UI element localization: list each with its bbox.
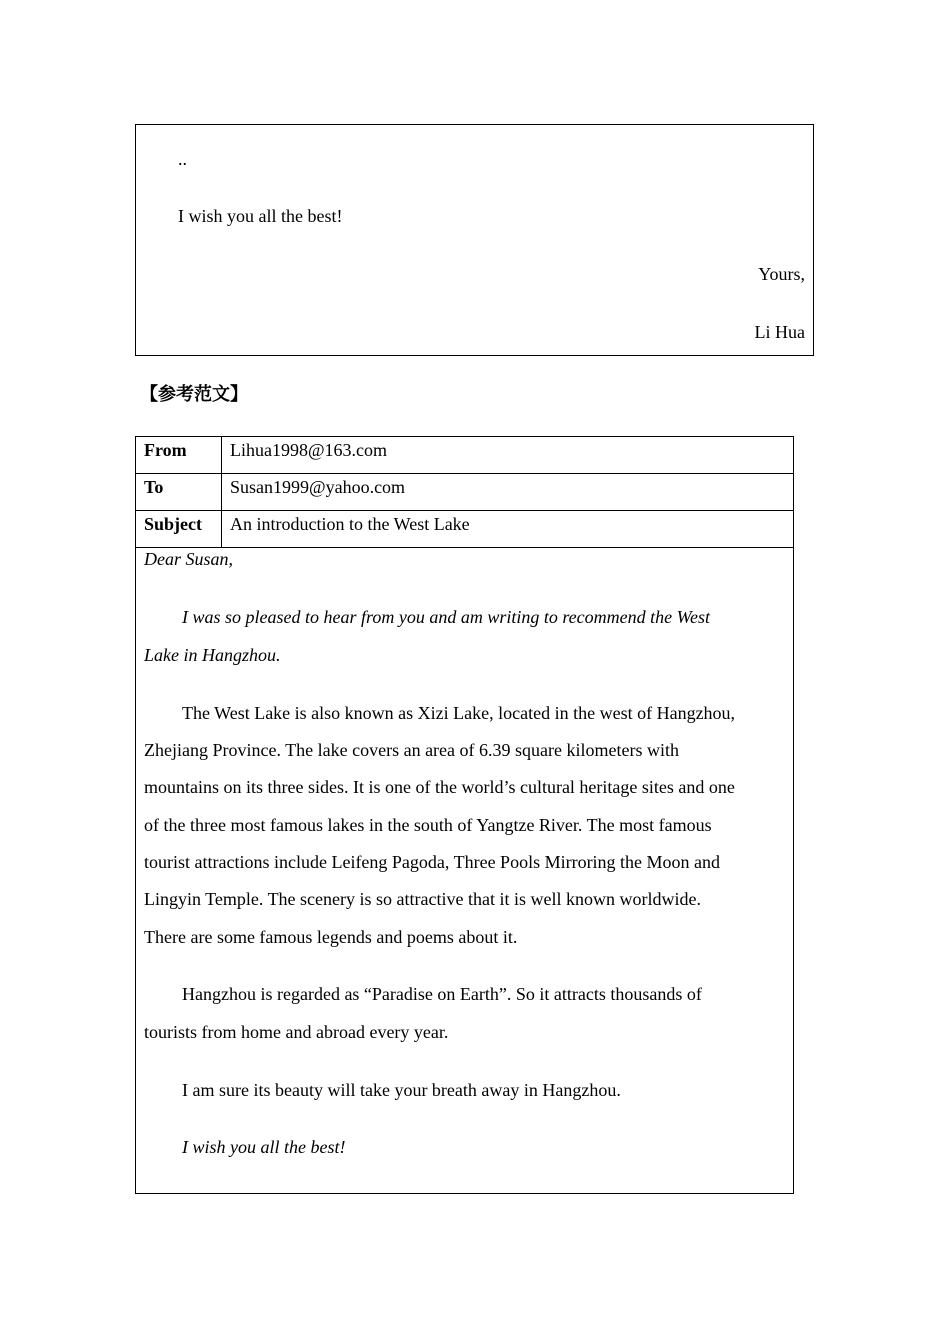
closing-text: Yours,	[758, 264, 805, 284]
body-line: tourists from home and abroad every year.	[144, 1022, 449, 1042]
from-row	[136, 437, 793, 474]
to-row	[136, 474, 793, 511]
subject-row	[136, 511, 793, 548]
body-line: There are some famous legends and poems about it.	[144, 927, 518, 947]
letter-ending-box	[135, 124, 814, 356]
body-line: of the three most famous lakes in the south of Yangtze River. The most famous	[144, 815, 712, 835]
reference-essay-heading: 【参考范文】	[140, 384, 248, 405]
body-line: I was so pleased to hear from you and am writing to recommend the West	[182, 607, 710, 627]
from-label: From	[144, 440, 187, 460]
signature-text: Li Hua	[754, 322, 805, 342]
ellipsis-text: ..	[178, 149, 187, 169]
body-line: Lingyin Temple. The scenery is so attractive that it is well known worldwide.	[144, 889, 701, 909]
body-line: mountains on its three sides. It is one of the world’s cultural heritage sites and one	[144, 777, 735, 797]
body-line: tourist attractions include Leifeng Pagoda, Three Pools Mirroring the Moon and	[144, 852, 721, 872]
body-line: Zhejiang Province. The lake covers an area of 6.39 square kilometers with	[144, 740, 679, 760]
to-label: To	[144, 477, 164, 497]
body-line: Hangzhou is regarded as “Paradise on Earth”. So it attracts thousands of	[182, 984, 702, 1004]
greeting-text: Dear Susan,	[144, 549, 233, 569]
from-value: Lihua1998@163.com	[230, 440, 388, 460]
to-value: Susan1999@yahoo.com	[230, 477, 406, 497]
email-table	[135, 436, 794, 1194]
body-line: I wish you all the best!	[182, 1137, 346, 1157]
body-line: The West Lake is also known as Xizi Lake, located in the west of Hangzhou,	[182, 703, 736, 723]
wish-text: I wish you all the best!	[178, 206, 343, 226]
subject-value: An introduction to the West Lake	[230, 514, 470, 534]
body-line: Lake in Hangzhou.	[144, 645, 281, 665]
body-line: I am sure its beauty will take your breath away in Hangzhou.	[182, 1080, 621, 1100]
subject-label: Subject	[144, 514, 202, 534]
